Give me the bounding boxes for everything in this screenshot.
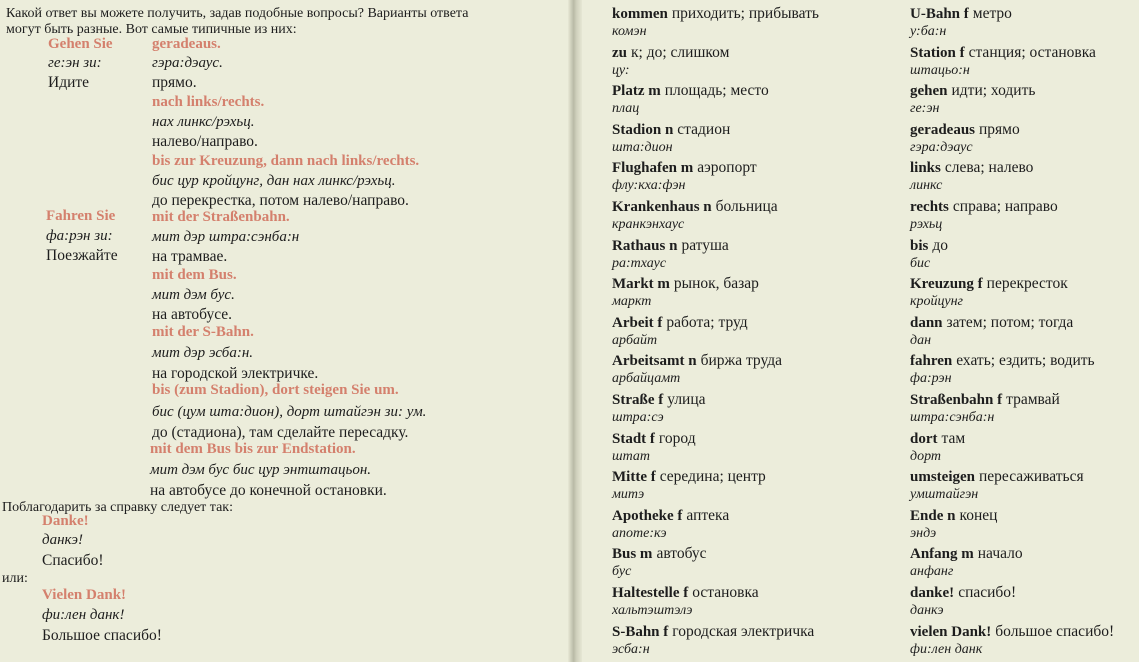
vocab-entry — [612, 507, 729, 525]
vocab-entry — [910, 468, 1084, 486]
vocab-german-word: vielen Dank! — [910, 624, 992, 640]
vocab-entry — [910, 623, 1114, 641]
vocab-russian-meaning: до — [932, 237, 948, 254]
vocab-entry — [612, 237, 729, 255]
phrase-links-german: nach links/rechts. — [152, 94, 265, 110]
vocab-entry — [612, 430, 696, 448]
vocab-russian-meaning: спасибо! — [958, 584, 1017, 601]
vocab-russian-meaning: слева; налево — [944, 159, 1034, 176]
vocab-entry — [910, 545, 1023, 563]
vocab-entry — [910, 507, 997, 525]
vocab-transliteration: бус — [612, 564, 632, 579]
vocab-german-word: Kreuzung f — [910, 276, 983, 292]
phrase-danke-russian: Спасибо! — [42, 552, 104, 569]
vocab-entry — [612, 584, 759, 602]
vocab-transliteration: ра:тхаус — [612, 256, 667, 271]
vocab-transliteration: бис — [910, 256, 931, 271]
vocab-german-word: dort — [910, 431, 938, 447]
vocab-russian-meaning: ехать; ездить; водить — [956, 352, 1095, 369]
vocab-entry — [612, 352, 782, 370]
vocab-german-word: rechts — [910, 199, 949, 215]
vocab-german-word: Mitte f — [612, 469, 656, 485]
vocab-russian-meaning: прямо — [979, 121, 1020, 138]
vocab-german-word: Markt m — [612, 276, 670, 292]
vocab-transliteration: фи:лен данк — [910, 642, 983, 657]
vocab-entry — [612, 623, 814, 641]
vocab-german-word: bis — [910, 238, 929, 254]
phrase-endstation-translit: мит дэм бус бис цур энтштацьон. — [150, 462, 372, 478]
vocab-transliteration: плац — [612, 101, 640, 116]
vocab-german-word: links — [910, 160, 941, 176]
vocab-german-word: Anfang m — [910, 546, 974, 562]
vocab-russian-meaning: там — [941, 430, 966, 447]
vocab-entry — [910, 5, 1012, 23]
phrase-vielen-translit: фи:лен данк! — [42, 607, 125, 623]
vocab-transliteration: эндэ — [910, 526, 937, 541]
phrase-sbahn-russian: на городской электричке. — [152, 365, 319, 382]
vocab-russian-meaning: перекресток — [986, 275, 1068, 292]
phrase-bus-german: mit dem Bus. — [152, 267, 237, 283]
vocab-transliteration: митэ — [612, 487, 645, 502]
vocab-transliteration: кранкэнхаус — [612, 217, 685, 232]
vocab-transliteration: гэра:дэаус — [910, 140, 973, 155]
vocab-german-word: Rathaus n — [612, 238, 678, 254]
vocab-entry — [612, 314, 748, 332]
vocab-german-word: Ende n — [910, 508, 956, 524]
vocab-russian-meaning: конец — [959, 507, 998, 524]
vocab-russian-meaning: середина; центр — [659, 468, 766, 485]
vocab-russian-meaning: город — [658, 430, 696, 447]
vocab-entry — [612, 468, 766, 486]
vocab-transliteration: у:ба:н — [910, 24, 947, 39]
vocab-entry — [612, 391, 706, 409]
vocab-entry — [612, 275, 759, 293]
vocab-entry — [910, 198, 1058, 216]
phrase-danke-german: Danke! — [42, 513, 89, 529]
intro-line-1: Какой ответ вы можете получить, задав подобные вопросы? Варианты ответа — [6, 6, 469, 21]
phrase-links-translit: нах линкс/рэхьц. — [152, 114, 255, 130]
phrase-bus-translit: мит дэм бус. — [152, 287, 235, 303]
vocab-transliteration: линкс — [910, 178, 943, 193]
phrase-umsteigen-russian: до (стадиона), там сделайте пересадку. — [152, 424, 409, 441]
vocab-russian-meaning: большое спасибо! — [995, 623, 1115, 640]
vocab-german-word: Stadion n — [612, 122, 674, 138]
vocab-russian-meaning: аэропорт — [697, 159, 757, 176]
vocab-entry — [910, 352, 1095, 370]
vocab-german-word: Arbeit f — [612, 315, 663, 331]
vocab-entry — [612, 121, 730, 139]
phrase-fahren-translit: фа:рэн зи: — [46, 228, 113, 244]
vocab-german-word: Flughafen m — [612, 160, 694, 176]
vocab-russian-meaning: улица — [667, 391, 706, 408]
vocab-transliteration: штацьо:н — [910, 63, 970, 78]
vocab-russian-meaning: городская электричка — [672, 623, 815, 640]
phrase-strassenbahn-german: mit der Straßenbahn. — [152, 209, 290, 225]
vocab-russian-meaning: станция; остановка — [968, 44, 1096, 61]
vocab-entry — [612, 44, 729, 62]
book-spine — [568, 0, 582, 662]
vocab-transliteration: фа:рэн — [910, 371, 952, 386]
phrase-fahren-german: Fahren Sie — [46, 208, 116, 224]
vocab-transliteration: штра:сэнба:н — [910, 410, 995, 425]
vocab-entry — [910, 430, 965, 448]
vocab-entry — [910, 237, 948, 255]
vocab-russian-meaning: аптека — [686, 507, 730, 524]
vocab-german-word: Platz m — [612, 83, 661, 99]
phrase-endstation-german: mit dem Bus bis zur Endstation. — [150, 441, 356, 457]
vocab-german-word: gehen — [910, 83, 948, 99]
vocab-transliteration: штра:сэ — [612, 410, 664, 425]
vocab-transliteration: штат — [612, 449, 650, 464]
phrase-strassenbahn-russian: на трамвае. — [152, 248, 228, 265]
vocab-german-word: Haltestelle f — [612, 585, 689, 601]
phrase-geradeaus-russian: прямо. — [152, 74, 197, 91]
vocab-entry — [910, 159, 1033, 177]
vocab-russian-meaning: приходить; прибывать — [671, 5, 819, 22]
vocab-transliteration: апоте:кэ — [612, 526, 667, 541]
left-page — [0, 0, 568, 662]
vocab-russian-meaning: метро — [972, 5, 1012, 22]
phrase-vielen-russian: Большое спасибо! — [42, 627, 162, 644]
thanks-intro: Поблагодарить за справку следует так: — [2, 500, 233, 515]
vocab-german-word: Apotheke f — [612, 508, 683, 524]
phrase-geradeaus-german: geradeaus. — [152, 36, 221, 52]
vocab-entry — [612, 82, 769, 100]
phrase-bus-russian: на автобусе. — [152, 306, 233, 323]
vocab-entry — [910, 275, 1068, 293]
phrase-gehen-translit: ге:эн зи: — [48, 55, 102, 71]
vocab-german-word: Stadt f — [612, 431, 655, 447]
vocab-transliteration: комэн — [612, 24, 647, 39]
phrase-kreuzung-german: bis zur Kreuzung, dann nach links/rechts. — [152, 153, 420, 169]
vocab-transliteration: маркт — [612, 294, 652, 309]
phrase-kreuzung-russian: до перекрестка, потом налево/направо. — [152, 192, 409, 209]
vocab-german-word: Krankenhaus n — [612, 199, 712, 215]
vocab-russian-meaning: трамвай — [1006, 391, 1060, 408]
vocab-german-word: Straßenbahn f — [910, 392, 1003, 408]
vocab-transliteration: ге:эн — [910, 101, 940, 116]
vocab-entry — [910, 391, 1060, 409]
vocab-entry — [612, 5, 819, 23]
vocab-transliteration: умштайгэн — [910, 487, 979, 502]
phrase-gehen-russian: Идите — [48, 74, 90, 91]
vocab-transliteration: дорт — [910, 449, 942, 464]
vocab-entry — [910, 121, 1020, 139]
vocab-transliteration: дан — [910, 333, 932, 348]
vocab-german-word: Bus m — [612, 546, 653, 562]
vocab-german-word: S-Bahn f — [612, 624, 669, 640]
vocab-russian-meaning: затем; потом; тогда — [946, 314, 1074, 331]
vocab-entry — [910, 82, 1035, 100]
vocab-russian-meaning: биржа труда — [700, 352, 783, 369]
vocab-german-word: umsteigen — [910, 469, 975, 485]
phrase-umsteigen-german: bis (zum Stadion), dort steigen Sie um. — [152, 382, 399, 398]
vocab-entry — [612, 198, 778, 216]
vocab-russian-meaning: больница — [715, 198, 778, 215]
vocab-russian-meaning: остановка — [692, 584, 759, 601]
vocab-russian-meaning: начало — [977, 545, 1023, 562]
phrase-geradeaus-translit: гэра:дэаус. — [152, 55, 223, 71]
phrase-sbahn-translit: мит дэр эсба:н. — [152, 345, 254, 361]
vocab-german-word: fahren — [910, 353, 953, 369]
phrase-gehen-german: Gehen Sie — [48, 36, 113, 52]
vocab-transliteration: арбайт — [612, 333, 658, 348]
vocab-entry — [612, 159, 757, 177]
vocab-german-word: Straße f — [612, 392, 664, 408]
vocab-russian-meaning: пересаживаться — [979, 468, 1084, 485]
vocab-german-word: zu — [612, 45, 627, 61]
right-page — [582, 0, 1139, 662]
vocab-russian-meaning: стадион — [677, 121, 731, 138]
intro-line-2: могут быть разные. Вот самые типичные из них: — [6, 22, 297, 37]
vocab-transliteration: шта:дион — [612, 140, 673, 155]
vocab-entry — [910, 314, 1073, 332]
vocab-transliteration: цу: — [612, 63, 630, 78]
vocab-transliteration: флу:кха:фэн — [612, 178, 686, 193]
vocab-russian-meaning: справа; направо — [952, 198, 1058, 215]
phrase-umsteigen-translit: бис (цум шта:дион), дорт штайгэн зи: ум. — [152, 404, 427, 420]
vocab-entry — [612, 545, 707, 563]
vocab-german-word: Station f — [910, 45, 965, 61]
vocab-german-word: kommen — [612, 6, 668, 22]
phrase-links-russian: налево/направо. — [152, 133, 258, 150]
vocab-russian-meaning: автобус — [656, 545, 707, 562]
vocab-german-word: danke! — [910, 585, 955, 601]
vocab-german-word: U-Bahn f — [910, 6, 969, 22]
vocab-russian-meaning: площадь; место — [664, 82, 769, 99]
vocab-russian-meaning: идти; ходить — [951, 82, 1036, 99]
phrase-vielen-german: Vielen Dank! — [42, 587, 127, 603]
oder-label: или: — [2, 571, 28, 586]
vocab-transliteration: хальтэштэлэ — [612, 603, 693, 618]
phrase-kreuzung-translit: бис цур кройцунг, дан нах линкс/рэхьц. — [152, 173, 396, 189]
vocab-russian-meaning: работа; труд — [666, 314, 748, 331]
vocab-transliteration: данкэ — [910, 603, 944, 618]
vocab-russian-meaning: к; до; слишком — [631, 44, 730, 61]
phrase-fahren-russian: Поезжайте — [46, 247, 118, 264]
vocab-german-word: geradeaus — [910, 122, 975, 138]
vocab-transliteration: анфанг — [910, 564, 954, 579]
vocab-entry — [910, 44, 1096, 62]
vocab-transliteration: рэхьц — [910, 217, 943, 232]
vocab-transliteration: кройцунг — [910, 294, 963, 309]
vocab-transliteration: арбайцамт — [612, 371, 681, 386]
vocab-german-word: Arbeitsamt n — [612, 353, 697, 369]
vocab-transliteration: эсба:н — [612, 642, 650, 657]
vocab-russian-meaning: ратуша — [681, 237, 729, 254]
vocab-german-word: dann — [910, 315, 943, 331]
phrase-sbahn-german: mit der S-Bahn. — [152, 324, 254, 340]
vocab-entry — [910, 584, 1016, 602]
phrase-endstation-russian: на автобусе до конечной остановки. — [150, 482, 387, 499]
phrase-strassenbahn-translit: мит дэр штра:сэнба:н — [152, 229, 300, 245]
phrase-danke-translit: данкэ! — [42, 532, 83, 548]
vocab-russian-meaning: рынок, базар — [673, 275, 759, 292]
